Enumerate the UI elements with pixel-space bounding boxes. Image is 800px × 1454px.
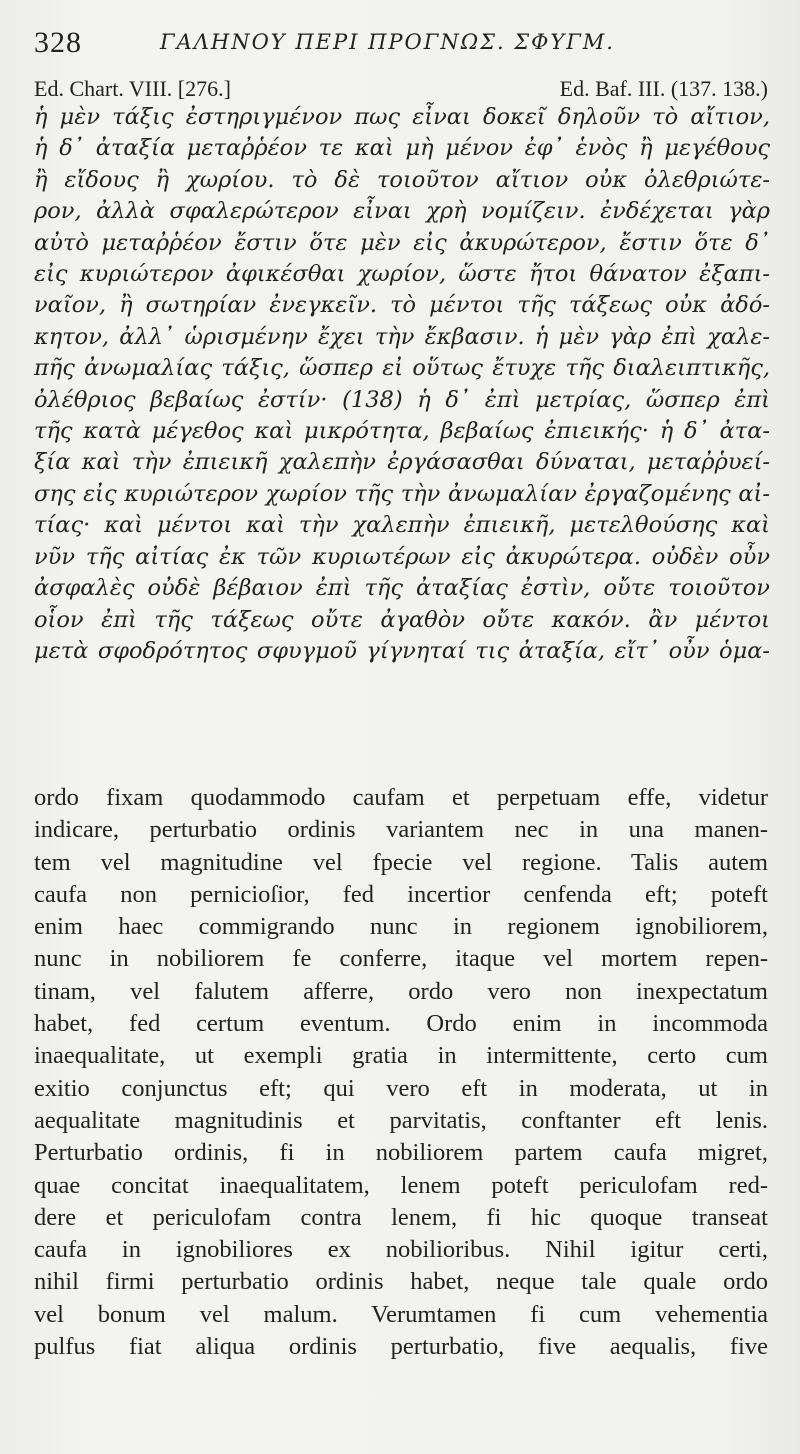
greek-line: ρον, ἀλλὰ σφαλερώτερον εἶναι χρὴ νομίζειν. ἐνδέχεται γὰρ xyxy=(34,198,770,225)
latin-line: enim haec commigrando nunc in regionem ignobiliorem, xyxy=(34,913,768,941)
latin-line: quae concitat inaequalitatem, lenem poteft periculofam red- xyxy=(34,1171,768,1199)
greek-line: ξία καὶ τὴν ἐπιεικῆ χαλεπὴν ἐργάσασθαι δύναται, μεταῤῥυεί- xyxy=(34,449,770,476)
latin-line: Perturbatio ordinis, fi in nobiliorem partem caufa migret, xyxy=(34,1139,768,1167)
edition-reference-basel: Ed. Baf. III. (137. 138.) xyxy=(559,76,768,101)
greek-line: κητον, ἀλλ᾽ ὡρισμένην ἔχει τὴν ἔκβασιν. ἡ μὲν γὰρ ἐπὶ χαλε- xyxy=(34,323,770,350)
latin-line: aequalitate magnitudinis et parvitatis, conftanter eft lenis. xyxy=(34,1106,768,1134)
latin-line: tem vel magnitudine vel fpecie vel regione. Talis autem xyxy=(34,848,768,876)
greek-line: τῆς κατὰ μέγεθος καὶ μικρότητα, βεβαίως ἐπιεικής· ἡ δ᾽ ἀτα- xyxy=(34,418,770,445)
latin-line: caufa non pernicioſior, fed incertior cenfenda eft; poteft xyxy=(34,880,768,908)
latin-text-block xyxy=(34,782,768,1363)
greek-line: πῆς ἀνωμαλίας τάξις, ὥσπερ εἰ οὕτως ἔτυχε τῆς διαλειπτικῆς, xyxy=(34,355,770,382)
greek-line: τίας· καὶ μέντοι καὶ τὴν χαλεπὴν ἐπιεικῆ, μετελθούσης καὶ xyxy=(34,512,770,539)
latin-line: ordo fixam quodammodo caufam et perpetuam effe, videtur xyxy=(34,784,768,811)
greek-line: ὀλέθριος βεβαίως ἐστίν· (138) ἡ δ᾽ ἐπὶ μετρίας, ὥσπερ ἐπὶ xyxy=(34,386,770,413)
greek-text-block xyxy=(34,102,770,667)
greek-line: εἰς κυριώτερον ἀφικέσθαι χωρίον, ὥστε ἤτοι θάνατον ἐξαπι- xyxy=(34,261,770,288)
running-head xyxy=(34,26,774,66)
latin-line: exitio conjunctus eft; qui vero eft in moderata, ut in xyxy=(34,1074,768,1102)
greek-line: ἡ μὲν τάξις ἐστηριγμένον πως εἶναι δοκεῖ δηλοῦν τὸ αἴτιον, xyxy=(34,104,770,130)
latin-line: vel bonum vel malum. Verumtamen fi cum vehementia xyxy=(34,1300,768,1328)
latin-line: habet, fed certum eventum. Ordo enim in incommoda xyxy=(34,1010,768,1038)
greek-line: μετὰ σφοδρότητος σφυγμοῦ γίγνηταί τις ἀταξία, εἴτ᾽ οὖν ὁμα- xyxy=(34,637,770,664)
latin-line: dere et periculofam contra lenem, fi hic quoque transeat xyxy=(34,1203,768,1231)
greek-line: νῦν τῆς αἰτίας ἐκ τῶν κυριωτέρων εἰς ἀκυρώτερα. οὐδὲν οὖν xyxy=(34,543,770,570)
greek-line: ἡ δ᾽ ἀταξία μεταῤῥέον τε καὶ μὴ μένον ἐφ᾽ ἑνὸς ἢ μεγέθους xyxy=(34,135,770,162)
greek-line: ἀσφαλὲς οὐδὲ βέβαιον ἐπὶ τῆς ἀταξίας ἐστὶν, οὔτε τοιοῦτον xyxy=(34,575,770,602)
latin-line: caufa in ignobiliores ex nobilioribus. Nihil igitur certi, xyxy=(34,1236,768,1264)
greek-line: αὐτὸ μεταῤῥέον ἔστιν ὅτε μὲν εἰς ἀκυρώτερον, ἔστιν ὅτε δ᾽ xyxy=(34,229,770,256)
latin-line: inaequalitate, ut exempli gratia in intermittente, certo cum xyxy=(34,1042,768,1070)
greek-line: σης εἰς κυριώτερον χωρίον τῆς τὴν ἀνωμαλίαν ἐργαζομένης αἰ- xyxy=(34,480,770,507)
latin-line: tinam, vel falutem afferre, ordo vero non inexpectatum xyxy=(34,977,768,1005)
greek-line: ἢ εἴδους ἢ χωρίου. τὸ δὲ τοιοῦτον αἴτιον οὐκ ὀλεθριώτε- xyxy=(34,166,770,193)
running-title: ΓΑΛΗΝΟΥ ΠΕΡΙ ΠΡΟΓΝΩΣ. ΣΦΥΓΜ. xyxy=(160,30,615,54)
latin-line: nunc in nobiliorem fe conferre, itaque vel mortem repen- xyxy=(34,945,768,973)
latin-line: nihil firmi perturbatio ordinis habet, neque tale quale ordo xyxy=(34,1268,768,1296)
greek-line: οἷον ἐπὶ τῆς τάξεως οὔτε ἀγαθὸν οὔτε κακόν. ἂν μέντοι xyxy=(34,606,770,633)
page-number: 328 xyxy=(34,26,82,59)
greek-line: ναῖον, ἢ σωτηρίαν ἐνεγκεῖν. τὸ μέντοι τῆς τάξεως οὐκ ἀδό- xyxy=(34,292,770,319)
latin-line: indicare, perturbatio ordinis variantem nec in una manen- xyxy=(34,816,768,844)
edition-reference-chartier: Ed. Chart. VIII. [276.] xyxy=(34,76,231,101)
latin-line: pulfus fiat aliqua ordinis perturbatio, five aequalis, five xyxy=(34,1333,768,1361)
